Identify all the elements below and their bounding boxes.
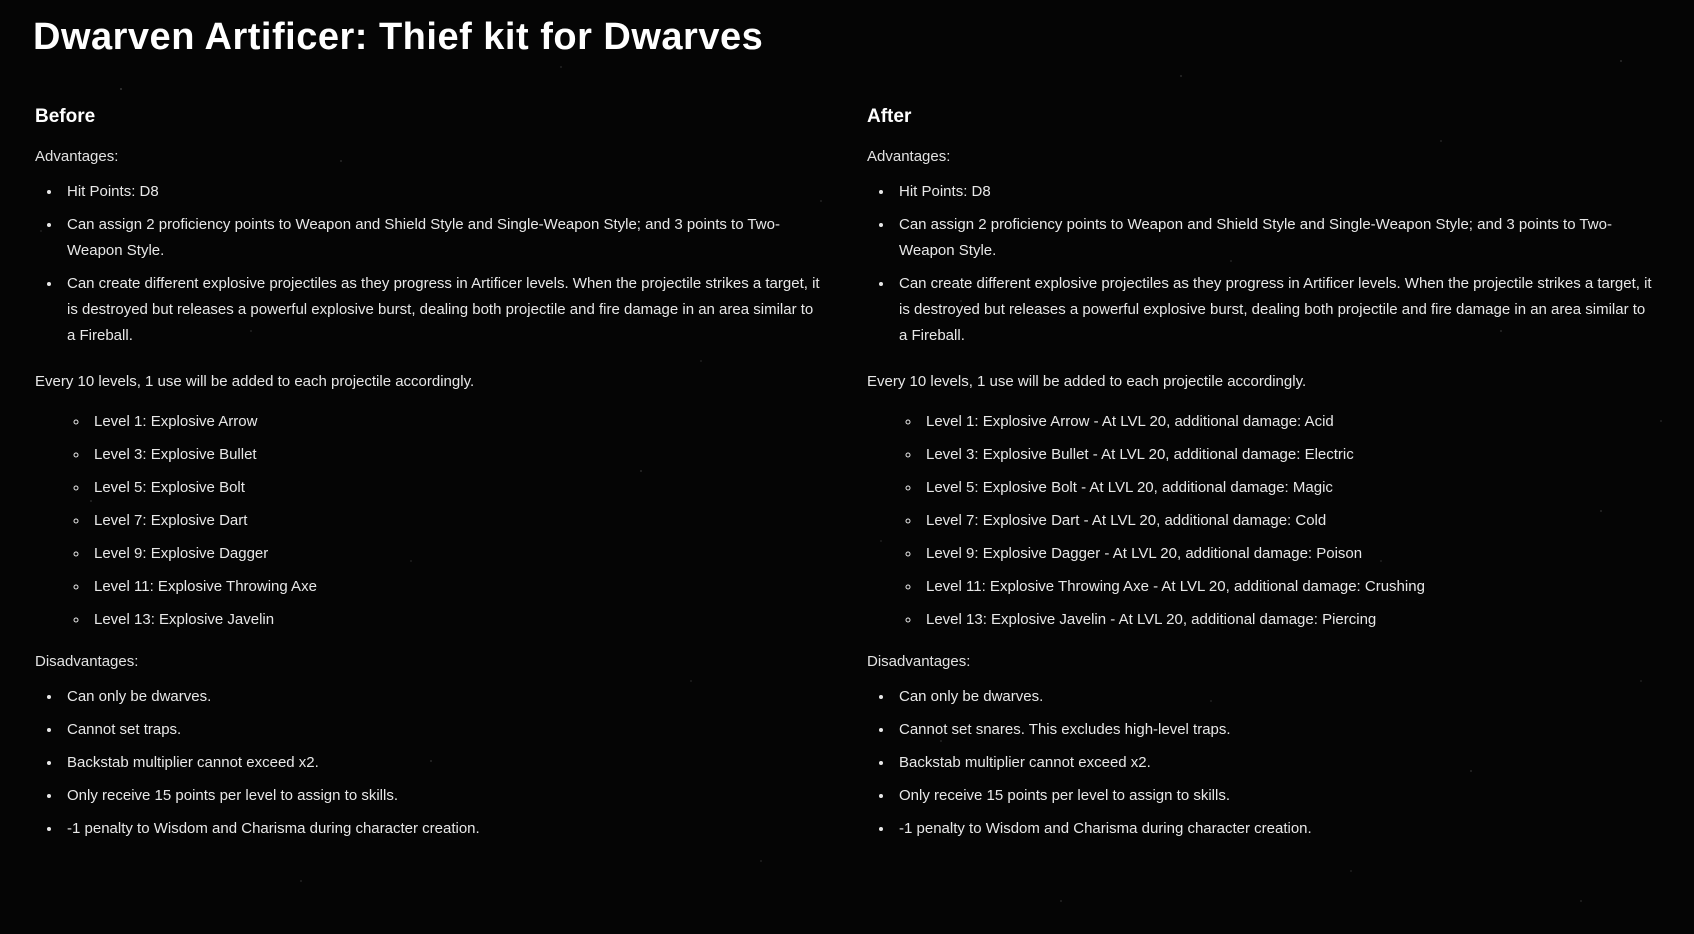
disadvantages-label: Disadvantages: [867, 653, 971, 670]
list-item: ◦ Level 1: Explosive Arrow [89, 409, 822, 435]
list-item: • Only receive 15 points per level to assign to skills. [894, 783, 1654, 809]
list-item: ◦ Level 13: Explosive Javelin - At LVL 20, additional damage: Piercing [921, 607, 1654, 633]
list-item: ◦ Level 7: Explosive Dart - At LVL 20, additional damage: Cold [921, 508, 1654, 534]
list-item: ◦ Level 11: Explosive Throwing Axe [89, 574, 822, 600]
list-item: • Backstab multiplier cannot exceed x2. [62, 750, 822, 776]
disadvantages-list [35, 684, 822, 842]
list-item: ◦ Level 5: Explosive Bolt [89, 475, 822, 501]
list-item: ◦ Level 5: Explosive Bolt - At LVL 20, additional damage: Magic [921, 475, 1654, 501]
advantages-list [867, 179, 1654, 349]
before-after-columns [0, 106, 1694, 860]
page-title: Dwarven Artificer: Thief kit for Dwarves [33, 16, 764, 58]
list-item: • Can assign 2 proficiency points to Weapon and Shield Style and Single-Weapon Style; and 3 points to Two-Weapon Style. [894, 212, 1654, 264]
list-item: ◦ Level 1: Explosive Arrow - At LVL 20, additional damage: Acid [921, 409, 1654, 435]
list-item: • -1 penalty to Wisdom and Charisma during character creation. [62, 816, 822, 842]
after-column [867, 106, 1654, 860]
levels-intro: Every 10 levels, 1 use will be added to each projectile accordingly. [867, 373, 1307, 390]
column-heading-after: After [867, 106, 912, 127]
list-item: • Hit Points: D8 [62, 179, 822, 205]
list-item: • Cannot set traps. [62, 717, 822, 743]
levels-intro: Every 10 levels, 1 use will be added to each projectile accordingly. [35, 373, 475, 390]
list-item: ◦ Level 13: Explosive Javelin [89, 607, 822, 633]
advantages-label: Advantages: [867, 148, 951, 165]
list-item: • Can assign 2 proficiency points to Weapon and Shield Style and Single-Weapon Style; and 3 points to Two-Weapon Style. [62, 212, 822, 264]
column-heading-before: Before [35, 106, 96, 127]
levels-list [35, 409, 822, 633]
list-item: • Backstab multiplier cannot exceed x2. [894, 750, 1654, 776]
list-item: ◦ Level 7: Explosive Dart [89, 508, 822, 534]
list-item: • Can only be dwarves. [894, 684, 1654, 710]
list-item: ◦ Level 11: Explosive Throwing Axe - At LVL 20, additional damage: Crushing [921, 574, 1654, 600]
list-item: • Can create different explosive projectiles as they progress in Artificer levels. When the projectile strikes a target, it is destroyed but releases a powerful explosive burst, dealing both projectile and fire damage in an area similar to a Fireball. [894, 271, 1654, 349]
disadvantages-list [867, 684, 1654, 842]
list-item: ◦ Level 9: Explosive Dagger - At LVL 20, additional damage: Poison [921, 541, 1654, 567]
list-item: ◦ Level 3: Explosive Bullet [89, 442, 822, 468]
list-item: • Hit Points: D8 [894, 179, 1654, 205]
list-item: • Only receive 15 points per level to assign to skills. [62, 783, 822, 809]
advantages-label: Advantages: [35, 148, 119, 165]
advantages-list [35, 179, 822, 349]
disadvantages-label: Disadvantages: [35, 653, 139, 670]
list-item: • Cannot set snares. This excludes high-level traps. [894, 717, 1654, 743]
list-item: ◦ Level 9: Explosive Dagger [89, 541, 822, 567]
list-item: • Can create different explosive projectiles as they progress in Artificer levels. When the projectile strikes a target, it is destroyed but releases a powerful explosive burst, dealing both projectile and fire damage in an area similar to a Fireball. [62, 271, 822, 349]
levels-list [867, 409, 1654, 633]
list-item: • Can only be dwarves. [62, 684, 822, 710]
before-column [35, 106, 822, 860]
list-item: • -1 penalty to Wisdom and Charisma during character creation. [894, 816, 1654, 842]
list-item: ◦ Level 3: Explosive Bullet - At LVL 20, additional damage: Electric [921, 442, 1654, 468]
